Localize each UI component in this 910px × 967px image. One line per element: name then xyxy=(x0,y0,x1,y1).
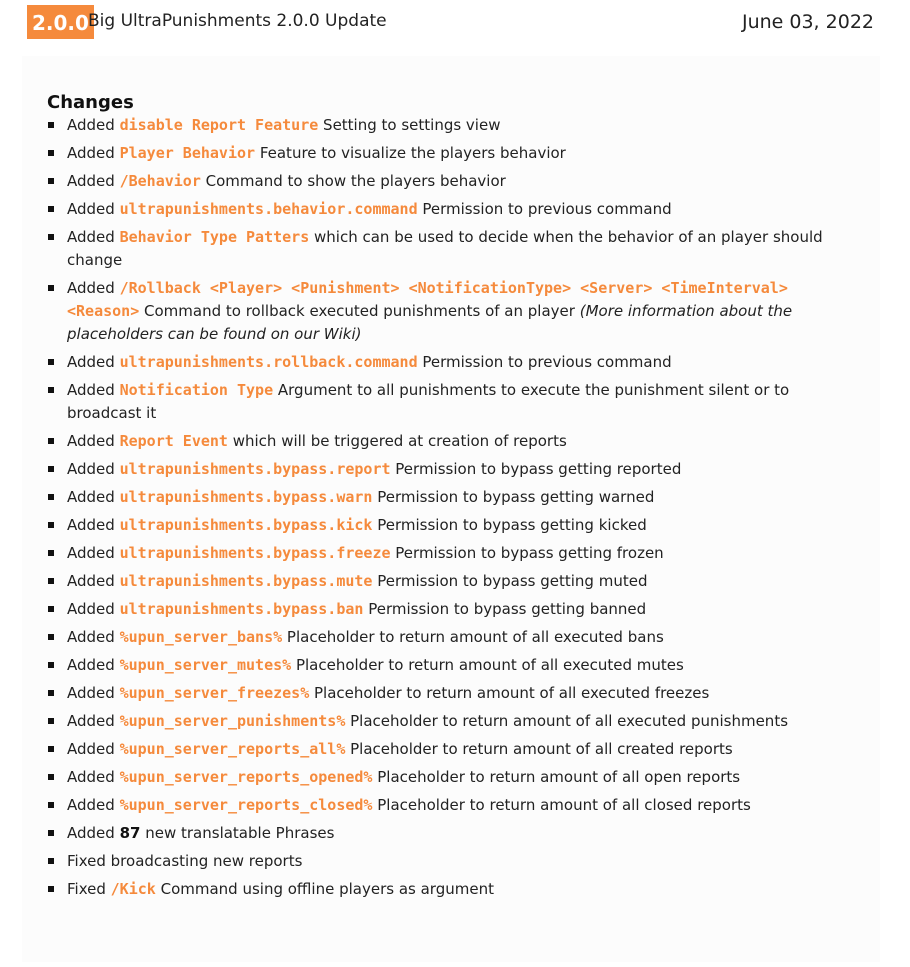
change-description: Setting to settings view xyxy=(323,116,501,134)
change-description: broadcasting new reports xyxy=(110,852,303,870)
change-description: Argument to all punishments to execute the punishment silent or to broadcast it xyxy=(67,381,790,422)
change-code: %upun_server_reports_all% xyxy=(119,740,346,758)
change-item xyxy=(48,226,838,272)
update-title: Big UltraPunishments 2.0.0 Update xyxy=(88,11,387,31)
change-item xyxy=(48,850,838,873)
change-code: Player Behavior xyxy=(119,144,256,162)
change-description: Permission to bypass getting kicked xyxy=(377,516,647,534)
change-item xyxy=(48,598,838,621)
change-code: /Kick xyxy=(110,880,156,898)
change-description: Placeholder to return amount of all open reports xyxy=(377,768,741,786)
change-code: /Rollback <Player> <Punishment> <NotificationType> <Server> <TimeInterval> <Reason> xyxy=(67,279,788,320)
change-verb: Added xyxy=(67,628,115,646)
change-item xyxy=(48,379,838,425)
change-verb: Added xyxy=(67,116,115,134)
change-verb: Added xyxy=(67,488,115,506)
change-description: Permission to bypass getting frozen xyxy=(395,544,664,562)
change-description: Placeholder to return amount of all created reports xyxy=(350,740,733,758)
change-description: new translatable Phrases xyxy=(145,824,335,842)
change-code: %upun_server_bans% xyxy=(119,628,283,646)
change-item xyxy=(48,486,838,509)
change-verb: Added xyxy=(67,172,115,190)
change-code: %upun_server_mutes% xyxy=(119,656,292,674)
change-description: Permission to previous command xyxy=(422,200,672,218)
change-code: /Behavior xyxy=(119,172,201,190)
change-verb: Added xyxy=(67,740,115,758)
change-description: which will be triggered at creation of reports xyxy=(232,432,567,450)
change-description: Feature to visualize the players behavior xyxy=(259,144,566,162)
change-description: Permission to bypass getting muted xyxy=(377,572,648,590)
change-description: Permission to previous command xyxy=(422,353,672,371)
change-code: ultrapunishments.rollback.command xyxy=(119,353,418,371)
change-verb: Added xyxy=(67,353,115,371)
change-verb: Added xyxy=(67,381,115,399)
change-code: ultrapunishments.bypass.warn xyxy=(119,488,373,506)
change-description: Command to rollback executed punishments of an player xyxy=(144,302,575,320)
change-item xyxy=(48,542,838,565)
change-item xyxy=(48,738,838,761)
changes-heading: Changes xyxy=(47,92,134,113)
change-item xyxy=(48,114,838,137)
change-count: 87 xyxy=(119,824,141,842)
change-description: which can be used to decide when the behavior of an player should change xyxy=(67,228,823,269)
change-item xyxy=(48,458,838,481)
change-code: Behavior Type Patters xyxy=(119,228,310,246)
change-verb: Added xyxy=(67,432,115,450)
change-code: ultrapunishments.bypass.mute xyxy=(119,572,373,590)
change-verb: Added xyxy=(67,279,115,297)
change-item xyxy=(48,710,838,733)
version-badge: 2.0.0 xyxy=(27,5,94,39)
change-code: ultrapunishments.bypass.ban xyxy=(119,600,364,618)
change-verb: Added xyxy=(67,684,115,702)
change-verb: Added xyxy=(67,544,115,562)
change-verb: Added xyxy=(67,200,115,218)
change-code: %upun_server_reports_opened% xyxy=(119,768,373,786)
change-code: ultrapunishments.bypass.report xyxy=(119,460,391,478)
change-item xyxy=(48,766,838,789)
change-verb: Fixed xyxy=(67,852,106,870)
update-date: June 03, 2022 xyxy=(741,11,874,33)
change-item xyxy=(48,570,838,593)
change-verb: Added xyxy=(67,516,115,534)
change-item xyxy=(48,682,838,705)
change-description: Command to show the players behavior xyxy=(205,172,506,190)
change-description: Permission to bypass getting warned xyxy=(377,488,655,506)
change-description: Placeholder to return amount of all executed bans xyxy=(286,628,664,646)
update-header xyxy=(26,4,874,40)
change-item xyxy=(48,878,838,901)
change-verb: Added xyxy=(67,768,115,786)
change-verb: Added xyxy=(67,572,115,590)
change-verb: Added xyxy=(67,796,115,814)
change-verb: Added xyxy=(67,228,115,246)
change-verb: Added xyxy=(67,656,115,674)
change-item xyxy=(48,351,838,374)
change-verb: Added xyxy=(67,600,115,618)
change-description: Placeholder to return amount of all executed freezes xyxy=(314,684,710,702)
change-code: Notification Type xyxy=(119,381,274,399)
change-verb: Added xyxy=(67,144,115,162)
change-description: Command using offline players as argument xyxy=(160,880,494,898)
change-item xyxy=(48,142,838,165)
change-code: Report Event xyxy=(119,432,228,450)
change-code: %upun_server_reports_closed% xyxy=(119,796,373,814)
change-code: ultrapunishments.bypass.kick xyxy=(119,516,373,534)
changelog-card xyxy=(22,56,880,962)
change-description: Placeholder to return amount of all executed punishments xyxy=(350,712,789,730)
change-description: Permission to bypass getting reported xyxy=(395,460,682,478)
change-verb: Added xyxy=(67,712,115,730)
change-code: ultrapunishments.behavior.command xyxy=(119,200,418,218)
change-item xyxy=(48,277,838,346)
change-code: disable Report Feature xyxy=(119,116,319,134)
change-verb: Added xyxy=(67,824,115,842)
change-item xyxy=(48,514,838,537)
changes-list xyxy=(48,114,838,906)
change-item xyxy=(48,198,838,221)
change-code: %upun_server_freezes% xyxy=(119,684,310,702)
change-item xyxy=(48,626,838,649)
change-description: Placeholder to return amount of all closed reports xyxy=(377,796,751,814)
change-item xyxy=(48,794,838,817)
change-note: (More information about the placeholders can be found on our Wiki) xyxy=(67,302,793,343)
change-item xyxy=(48,170,838,193)
change-verb: Added xyxy=(67,460,115,478)
change-item xyxy=(48,822,838,845)
change-item xyxy=(48,654,838,677)
change-code: %upun_server_punishments% xyxy=(119,712,346,730)
change-description: Placeholder to return amount of all executed mutes xyxy=(295,656,684,674)
change-verb: Fixed xyxy=(67,880,106,898)
change-code: ultrapunishments.bypass.freeze xyxy=(119,544,391,562)
change-item xyxy=(48,430,838,453)
change-description: Permission to bypass getting banned xyxy=(368,600,647,618)
